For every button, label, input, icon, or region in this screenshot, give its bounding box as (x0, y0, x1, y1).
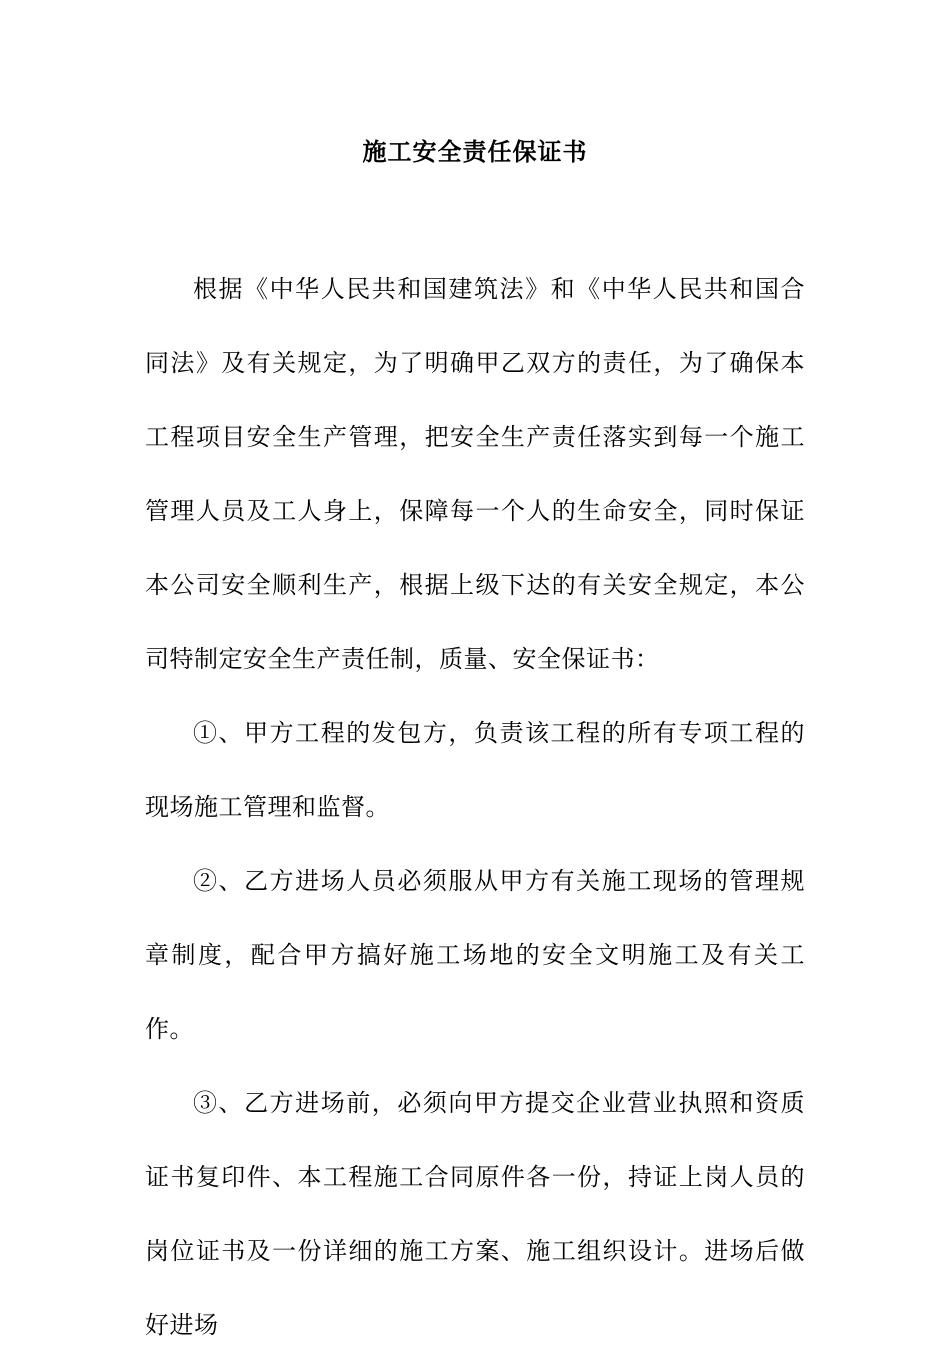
document-body (145, 252, 805, 1362)
paragraph-clause-2: ②、乙方进场人员必须服从甲方有关施工现场的管理规章制度，配合甲方搞好施工场地的安全文明施工及有关工作。 (145, 867, 805, 1043)
paragraph-intro: 根据《中华人民共和国建筑法》和《中华人民共和国合同法》及有关规定，为了明确甲乙双方的责任，为了确保本工程项目安全生产管理，把安全生产责任落实到每一个施工管理人员及工人身上，保障每一个人的生命安全，同时保证本公司安全顺利生产，根据上级下达的有关安全规定，本公司特制定安全生产责任制，质量、安全保证书： (145, 275, 805, 673)
paragraph-clause-1: ①、甲方工程的发包方，负责该工程的所有专项工程的现场施工管理和监督。 (145, 719, 805, 821)
paragraph-clause-3: ③、乙方进场前，必须向甲方提交企业营业执照和资质证书复印件、本工程施工合同原件各一份，持证上岗人员的岗位证书及一份详细的施工方案、施工组织设计。进场后做好进场 (145, 1089, 805, 1339)
document-title: 施工安全责任保证书 (362, 137, 588, 166)
